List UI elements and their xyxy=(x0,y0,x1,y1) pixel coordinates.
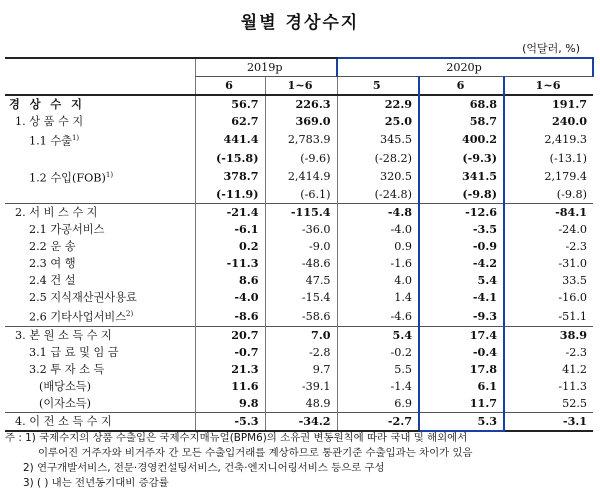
table-cell: -31.0 xyxy=(504,255,593,272)
table-row xyxy=(5,130,593,150)
table-cell: -4.1 xyxy=(419,289,504,306)
row-label-text: 4. 이 전 소 득 수 지 xyxy=(15,415,112,429)
table-row xyxy=(5,238,593,255)
table-cell: 2,419.3 xyxy=(504,130,593,150)
table-cell: 7.0 xyxy=(265,327,337,345)
row-label xyxy=(5,130,195,150)
table-cell: -0.2 xyxy=(337,344,419,361)
row-label xyxy=(5,204,195,222)
table-cell: -48.6 xyxy=(265,255,337,272)
table-cell: 369.0 xyxy=(265,113,337,130)
row-label xyxy=(5,272,195,289)
table-cell: 47.5 xyxy=(265,272,337,289)
table-cell: 0.9 xyxy=(337,238,419,255)
header-year-2020: 2020p xyxy=(337,58,593,77)
header-col-2020-5: 5 xyxy=(337,77,419,96)
table-row xyxy=(5,272,593,289)
row-label xyxy=(5,344,195,361)
table-cell: 58.7 xyxy=(419,113,504,130)
table-cell: -11.3 xyxy=(195,255,265,272)
table-cell: 341.5 xyxy=(419,167,504,187)
table-cell: 41.2 xyxy=(504,361,593,378)
row-label xyxy=(5,327,195,345)
table-cell: -21.4 xyxy=(195,204,265,222)
table-row xyxy=(5,361,593,378)
table-cell: 48.9 xyxy=(265,395,337,413)
table-cell: 38.9 xyxy=(504,327,593,345)
row-label-text: 1.1 수출 xyxy=(29,134,72,148)
table-cell: -11.3 xyxy=(504,378,593,395)
table-cell: 5.3 xyxy=(419,413,504,432)
table-cell: 1.4 xyxy=(337,289,419,306)
row-label xyxy=(5,378,195,395)
row-label-text: (배당소득) xyxy=(39,380,91,394)
footnote-3: 3) ( ) 내는 전년동기대비 증감률 xyxy=(23,477,169,489)
row-label-text: 3.1 급 료 및 임 금 xyxy=(29,346,119,360)
table-cell: -0.4 xyxy=(419,344,504,361)
table-cell: -2.8 xyxy=(265,344,337,361)
table-cell: -3.1 xyxy=(504,413,593,432)
row-label xyxy=(5,361,195,378)
row-label xyxy=(5,150,195,167)
table-row xyxy=(5,413,593,432)
table-cell: -4.6 xyxy=(337,306,419,326)
footnotes xyxy=(5,431,595,491)
row-label xyxy=(5,238,195,255)
header-col-2019-6: 6 xyxy=(195,77,265,96)
table-cell: -8.6 xyxy=(195,306,265,326)
table-cell: -6.1 xyxy=(195,221,265,238)
table-cell: 52.5 xyxy=(504,395,593,413)
table-row xyxy=(5,378,593,395)
table-cell: 5.5 xyxy=(337,361,419,378)
row-label-text: 2. 서 비 스 수 지 xyxy=(15,206,98,220)
table-cell: 2,414.9 xyxy=(265,167,337,187)
table-row xyxy=(5,150,593,167)
table-cell: 441.4 xyxy=(195,130,265,150)
row-label xyxy=(5,255,195,272)
row-label xyxy=(5,113,195,130)
row-label-text: 2.2 운 송 xyxy=(29,240,76,254)
header-col-2019-1-6: 1~6 xyxy=(265,77,337,96)
table-cell: -2.3 xyxy=(504,344,593,361)
table-cell: 33.5 xyxy=(504,272,593,289)
table-cell: -4.8 xyxy=(337,204,419,222)
table-cell: -34.2 xyxy=(265,413,337,432)
table-cell: (-13.1) xyxy=(504,150,593,167)
table-cell: -51.1 xyxy=(504,306,593,326)
row-label xyxy=(5,289,195,306)
table-cell: 400.2 xyxy=(419,130,504,150)
header-year-2019: 2019p xyxy=(195,58,337,77)
table-row xyxy=(5,289,593,306)
table-row xyxy=(5,255,593,272)
current-account-table xyxy=(5,57,594,432)
row-label xyxy=(5,167,195,187)
table-cell: -115.4 xyxy=(265,204,337,222)
table-row xyxy=(5,327,593,345)
table-cell: 17.4 xyxy=(419,327,504,345)
header-col-2020-6: 6 xyxy=(419,77,504,96)
table-cell: -2.3 xyxy=(504,238,593,255)
row-label-text: 3.2 투 자 소 득 xyxy=(29,363,105,377)
footnote-1-cont: 이루어진 거주자와 비거주자 간 모든 수출입거래를 계상하므로 통관기준 수출입과는 차이가 있음 xyxy=(38,447,473,459)
footnote-ref: 2) xyxy=(126,310,134,319)
table-cell: 5.4 xyxy=(337,327,419,345)
table-cell: (-11.9) xyxy=(195,186,265,204)
table-cell: (-9.8) xyxy=(504,186,593,204)
table-row xyxy=(5,95,593,113)
table-cell: -36.0 xyxy=(265,221,337,238)
table-cell: -4.0 xyxy=(337,221,419,238)
table-cell: 20.7 xyxy=(195,327,265,345)
table-cell: -9.3 xyxy=(419,306,504,326)
row-label xyxy=(5,95,195,113)
table-cell: 240.0 xyxy=(504,113,593,130)
table-cell: 17.8 xyxy=(419,361,504,378)
table-cell: 226.3 xyxy=(265,95,337,113)
header-blank xyxy=(5,58,195,77)
row-label-text: 2.5 지식재산권사용료 xyxy=(29,291,137,305)
table-cell: 191.7 xyxy=(504,95,593,113)
unit-label: (억달러, %) xyxy=(522,42,580,55)
table-cell: -4.0 xyxy=(195,289,265,306)
table-row xyxy=(5,113,593,130)
table-cell: (-9.3) xyxy=(419,150,504,167)
footnote-2: 2) 연구개발서비스, 전문·경영컨설팅서비스, 건축·엔지니어링서비스 등으로 구성 xyxy=(23,462,385,474)
table-cell: 2,783.9 xyxy=(265,130,337,150)
page-title: 월별 경상수지 xyxy=(240,13,360,33)
table-cell: (-6.1) xyxy=(265,186,337,204)
table-cell: 2,179.4 xyxy=(504,167,593,187)
table-cell: -4.2 xyxy=(419,255,504,272)
row-label-text: 1. 상 품 수 지 xyxy=(15,115,84,128)
table-cell: -24.0 xyxy=(504,221,593,238)
row-label xyxy=(5,413,195,432)
table-cell: -2.7 xyxy=(337,413,419,432)
table-cell: 320.5 xyxy=(337,167,419,187)
row-label-text: 2.1 가공서비스 xyxy=(29,223,105,237)
table-cell: (-24.8) xyxy=(337,186,419,204)
table-cell: 56.7 xyxy=(195,95,265,113)
table-cell: 5.4 xyxy=(419,272,504,289)
table-cell: -0.7 xyxy=(195,344,265,361)
table-cell: -1.6 xyxy=(337,255,419,272)
header-row-years xyxy=(5,58,593,77)
row-label-text: 1.2 수입(FOB) xyxy=(29,171,106,185)
table-cell: -0.9 xyxy=(419,238,504,255)
table-cell: -9.0 xyxy=(265,238,337,255)
table-cell: 21.3 xyxy=(195,361,265,378)
table-cell: 6.9 xyxy=(337,395,419,413)
table-row xyxy=(5,186,593,204)
table-cell: (-28.2) xyxy=(337,150,419,167)
table-row xyxy=(5,344,593,361)
table-cell: (-9.6) xyxy=(265,150,337,167)
table-cell: -39.1 xyxy=(265,378,337,395)
table-cell: 8.6 xyxy=(195,272,265,289)
table-cell: 0.2 xyxy=(195,238,265,255)
row-label xyxy=(5,186,195,204)
table-row xyxy=(5,395,593,413)
header-blank xyxy=(5,77,195,96)
table-cell: 11.6 xyxy=(195,378,265,395)
table-cell: 22.9 xyxy=(337,95,419,113)
table-row xyxy=(5,306,593,326)
row-label-text: 경 상 수 지 xyxy=(9,97,85,111)
row-label xyxy=(5,221,195,238)
header-row-months xyxy=(5,77,593,96)
table-cell: 6.1 xyxy=(419,378,504,395)
row-label-text: 2.3 여 행 xyxy=(29,257,76,271)
table-row xyxy=(5,167,593,187)
table-cell: 345.5 xyxy=(337,130,419,150)
table-cell: -3.5 xyxy=(419,221,504,238)
table-row xyxy=(5,204,593,222)
footnote-ref: 1) xyxy=(105,170,114,179)
table-cell: 68.8 xyxy=(419,95,504,113)
row-label xyxy=(5,395,195,413)
table-cell: 4.0 xyxy=(337,272,419,289)
table-cell: -84.1 xyxy=(504,204,593,222)
row-label-text: 2.4 건 설 xyxy=(29,274,76,288)
table-cell: (-15.8) xyxy=(195,150,265,167)
table-cell: -12.6 xyxy=(419,204,504,222)
table-cell: -15.4 xyxy=(265,289,337,306)
header-col-2020-1-6: 1~6 xyxy=(504,77,593,96)
row-label-text: 3. 본 원 소 득 수 지 xyxy=(15,329,112,343)
table-cell: -1.4 xyxy=(337,378,419,395)
table-cell: 9.7 xyxy=(265,361,337,378)
table-cell: 62.7 xyxy=(195,113,265,130)
row-label xyxy=(5,306,195,326)
table-cell: 378.7 xyxy=(195,167,265,187)
table-cell: 25.0 xyxy=(337,113,419,130)
table-cell: -5.3 xyxy=(195,413,265,432)
footnote-1: 주 : 1) 국제수지의 상품 수출입은 국제수지매뉴얼(BPM6)의 소유권 변동원칙에 따라 국내 및 해외에서 xyxy=(5,432,468,444)
row-label-text: 2.6 기타사업서비스 xyxy=(29,311,126,325)
table-cell: 9.8 xyxy=(195,395,265,413)
table-cell: (-9.8) xyxy=(419,186,504,204)
table-cell: -58.6 xyxy=(265,306,337,326)
table-cell: -16.0 xyxy=(504,289,593,306)
footnote-ref: 1) xyxy=(71,134,80,142)
row-label-text: (이자소득) xyxy=(39,397,91,411)
table-row xyxy=(5,221,593,238)
table-cell: 11.7 xyxy=(419,395,504,413)
